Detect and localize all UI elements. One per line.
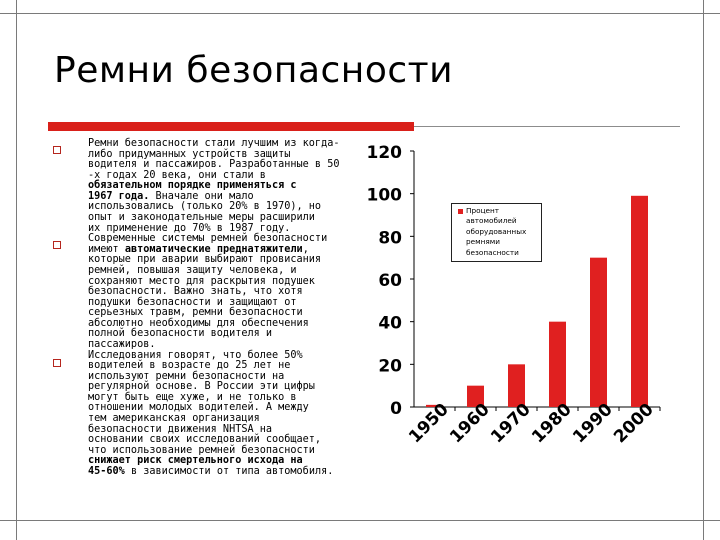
body-run: сохраняют место для раскрытия подушек (88, 275, 315, 287)
x-tick-label: 2000 (610, 399, 658, 448)
body-run: водителей в возрасте до 25 лет не (88, 360, 291, 372)
y-tick-label: 40 (378, 313, 402, 334)
body-line (88, 467, 350, 478)
body-bold-text: снижает риск смертельного исхода на (88, 455, 303, 467)
body-bold-text: автоматические преднатяжители (124, 243, 303, 255)
legend-line: Процент (466, 206, 500, 215)
bar-chart (360, 135, 680, 475)
body-run: пассажиров. (88, 338, 156, 350)
body-bold-text: обязательном порядке применяться с (88, 180, 297, 192)
body-run: опыт и законодательные меры расширили (88, 212, 315, 224)
body-run: либо придуманных устройств защиты (88, 148, 291, 160)
hollow-square-bullet-icon (53, 146, 61, 154)
legend-line: безопасности (466, 247, 519, 257)
body-run: основании своих исследований сообщает, (88, 434, 322, 446)
y-tick-label: 100 (366, 185, 402, 206)
body-run: ремней, повышая защиту человека, и (88, 264, 297, 276)
body-run: -х годах 20 века, они стали в (88, 169, 266, 181)
title-rule (414, 126, 680, 127)
bar (590, 258, 607, 407)
legend-line: ремнями (466, 237, 501, 247)
body-run: абсолютно необходимы для обеспечения (88, 317, 309, 329)
body-run: водителя и пассажиров. Разработанные в 50 (88, 159, 340, 171)
hollow-square-bullet-icon (53, 241, 61, 249)
body-run: безопасности. Важно знать, что хотя (88, 286, 303, 298)
y-tick-label: 20 (378, 356, 402, 377)
body-run: безопасности движения NHTSA на (88, 423, 273, 435)
body-run: серьезных травм, ремни безопасности (88, 307, 303, 319)
body-run: их применение до 70% в 1987 году. (88, 222, 291, 234)
slide-title: Ремни безопасности (54, 50, 454, 91)
y-tick-label: 80 (378, 228, 402, 249)
title-accent-bar (48, 122, 414, 131)
body-run: Ремни безопасности стали лучшим из когда- (88, 138, 340, 149)
hollow-square-bullet-icon (53, 359, 61, 367)
frame-line-top (0, 13, 720, 14)
body-run: отношении молодых водителей. А между (88, 402, 309, 414)
x-tick-label: 1970 (487, 399, 535, 448)
legend-line: оборудованных (466, 226, 527, 236)
body-text (88, 139, 350, 478)
body-bold-text: 45-60% (88, 465, 125, 477)
body-bold-text: 1967 года. (88, 190, 150, 202)
body-run: Исследования говорят, что более 50% (88, 349, 303, 361)
body-run: Современные системы ремней безопасности (88, 233, 328, 245)
body-run: полной безопасности водителя и (88, 328, 273, 340)
body-run: , (302, 243, 309, 255)
body-run: в зависимости от типа автомобиля. (124, 465, 334, 477)
body-run: могут быть еще хуже, и не только в (88, 391, 297, 403)
y-tick-label: 60 (378, 271, 402, 291)
legend-swatch (458, 209, 463, 214)
frame-line-right (703, 0, 704, 540)
bar (549, 322, 566, 407)
frame-line-bottom (0, 520, 720, 521)
body-run: использовались (только 20% в 1970), но (88, 201, 322, 213)
body-run: регулярной основе. В России эти цифры (88, 381, 315, 393)
x-tick-label: 1980 (528, 399, 576, 448)
legend-line: автомобилей (466, 216, 517, 226)
x-tick-label: 1990 (569, 399, 617, 448)
body-run: что использование ремней безопасности (88, 444, 315, 456)
y-tick-label: 120 (366, 143, 402, 163)
body-run: подушки безопасности и защищают от (88, 296, 297, 308)
chart-legend (451, 203, 542, 262)
body-run: имеют (88, 243, 125, 255)
body-run: Вначале они мало (149, 190, 254, 202)
bar (631, 196, 648, 407)
frame-line-left (16, 0, 17, 540)
body-run: используют ремни безопасности на (88, 370, 285, 382)
body-run: тем американская организация (88, 413, 260, 425)
x-tick-label: 1950 (405, 399, 453, 448)
bar (508, 364, 525, 407)
y-tick-label: 0 (390, 399, 402, 419)
body-run: которые при аварии выбирают провисания (88, 254, 322, 266)
legend-label (466, 206, 540, 258)
x-tick-label: 1960 (446, 399, 494, 448)
